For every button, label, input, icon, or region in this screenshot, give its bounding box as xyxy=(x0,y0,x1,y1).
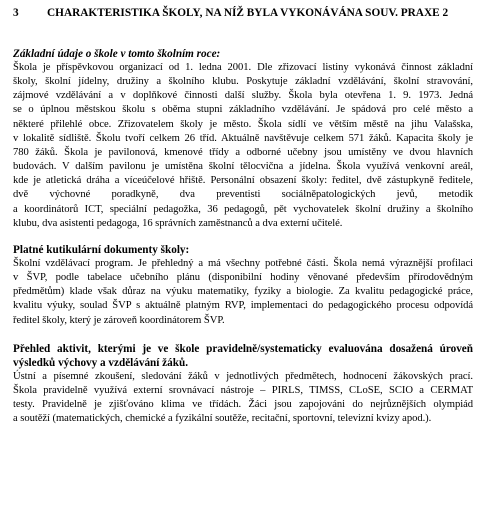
text-line: kvalitu výuky, soulad ŠVP s aktuálně platným RVP, implementaci do pedagogického procesu odpovídá xyxy=(13,300,473,312)
text-line: v ŠVP, podle tabelace učebního plánu (disponibilní hodiny věnované především přírodovědným xyxy=(13,272,473,284)
text-line: ředitel školy, který je zároveň koordinátorem ŠVP. xyxy=(13,314,225,326)
section-evaluation-activities xyxy=(13,342,473,427)
section-heading: Platné kutikulární dokumenty školy: xyxy=(13,243,190,256)
text-line: v lokalitě sídliště. Školu tvoří celkem 26 tříd. Aktuálně navštěvuje celkem 571 žáků. Kapacita školy je xyxy=(13,132,473,144)
text-line: 780 žáků. Škola je pavilonová, kmenové třídy a odborné učebny jsou umístěny ve dvou hlavních xyxy=(13,146,473,158)
text-line: testy. Pravidelně je zjišťováno klima ve třídách. Žáci jsou zapojováni do nejrůznějších olympiád xyxy=(13,398,473,410)
text-line: Škola je příspěvkovou organizací od 1. ledna 2001. Dle zřizovací listiny vykonává činnost základní xyxy=(13,62,473,73)
text-line: některé přilehlé obce. Zřizovatelem školy je město. Škola sídlí ve větším městě na jihu Valašska, xyxy=(13,118,473,130)
text-line: předmětům) klade však důraz na výuku matematiky, fyziky a biologie. Za kvalitu pedagogické práce, xyxy=(13,286,473,298)
chapter-number: 3 xyxy=(13,7,19,19)
chapter-title: CHARAKTERISTIKA ŠKOLY, NA NÍŽ BYLA VYKONÁVÁNA SOUV. PRAXE 2 xyxy=(47,7,449,19)
text-line: kde je atletická dráha a víceúčelové hřiště. Personální obsazení školy: ředitel, dvě zástupkyně ředitele, xyxy=(13,175,473,187)
text-line: a soutěží (matematických, chemické a fyzikální soutěže, recitační, sportovní, televizní kvizy apod.). xyxy=(13,413,432,425)
text-line: dvě výchovné poradkyně, dva preventisti sociálněpatologických jevů, metodik xyxy=(13,189,473,201)
text-line: školy, školní jídelny, družiny a školního klubu. Poskytuje základní vzdělávání, školní stravování, xyxy=(13,76,473,88)
text-line: zájmové vzdělávání a v doplňkové činnosti další služby. Škola byla otevřena 1. 9. 1973. Jedná xyxy=(13,90,473,102)
section-curricular-documents xyxy=(13,243,473,328)
section-paragraph xyxy=(13,370,473,427)
section-paragraph xyxy=(13,257,473,328)
text-line: Ústní a písemné zkoušení, sledování žáků v jednotlivých předmětech, hodnocení žákovských prací. xyxy=(13,370,473,382)
text-line: Škola pravidelně využívá externí srovnávací nástroje – PIRLS, TIMSS, CLoSE, SCIO a CERMAT xyxy=(13,384,473,396)
text-line: klubu, dva asistenti pedagoga, 16 správních zaměstnanců a dva externí učitelé. xyxy=(13,217,343,229)
text-line: budovách. V dalším pavilonu je umístěna školní tělocvična a jídelna. Škola využívá venkovní areál, xyxy=(13,161,473,173)
chapter-heading xyxy=(13,6,473,20)
text-line: se o úplnou městskou školu s oběma stupni základního vzdělávání. Je spádová pro celé město a xyxy=(13,104,473,116)
text-line: Školní vzdělávací program. Je přehledný a má všechny potřebné části. Škola nemá výraznější profilaci xyxy=(13,257,473,269)
section-heading: Základní údaje o škole v tomto školním roce: xyxy=(13,48,221,60)
section-paragraph xyxy=(13,61,473,231)
section-heading: Přehled aktivit, kterými je ve škole pravidelně/systematicky evaluována dosažená úroveň výsledků výchovy a vzdělávání žáků. xyxy=(13,342,473,369)
section-basic-info xyxy=(13,47,473,231)
text-line: a koordinátorů ICT, speciální pedagožka, 36 pedagogů, pět vychovatelek školní družiny a školního xyxy=(13,203,473,215)
